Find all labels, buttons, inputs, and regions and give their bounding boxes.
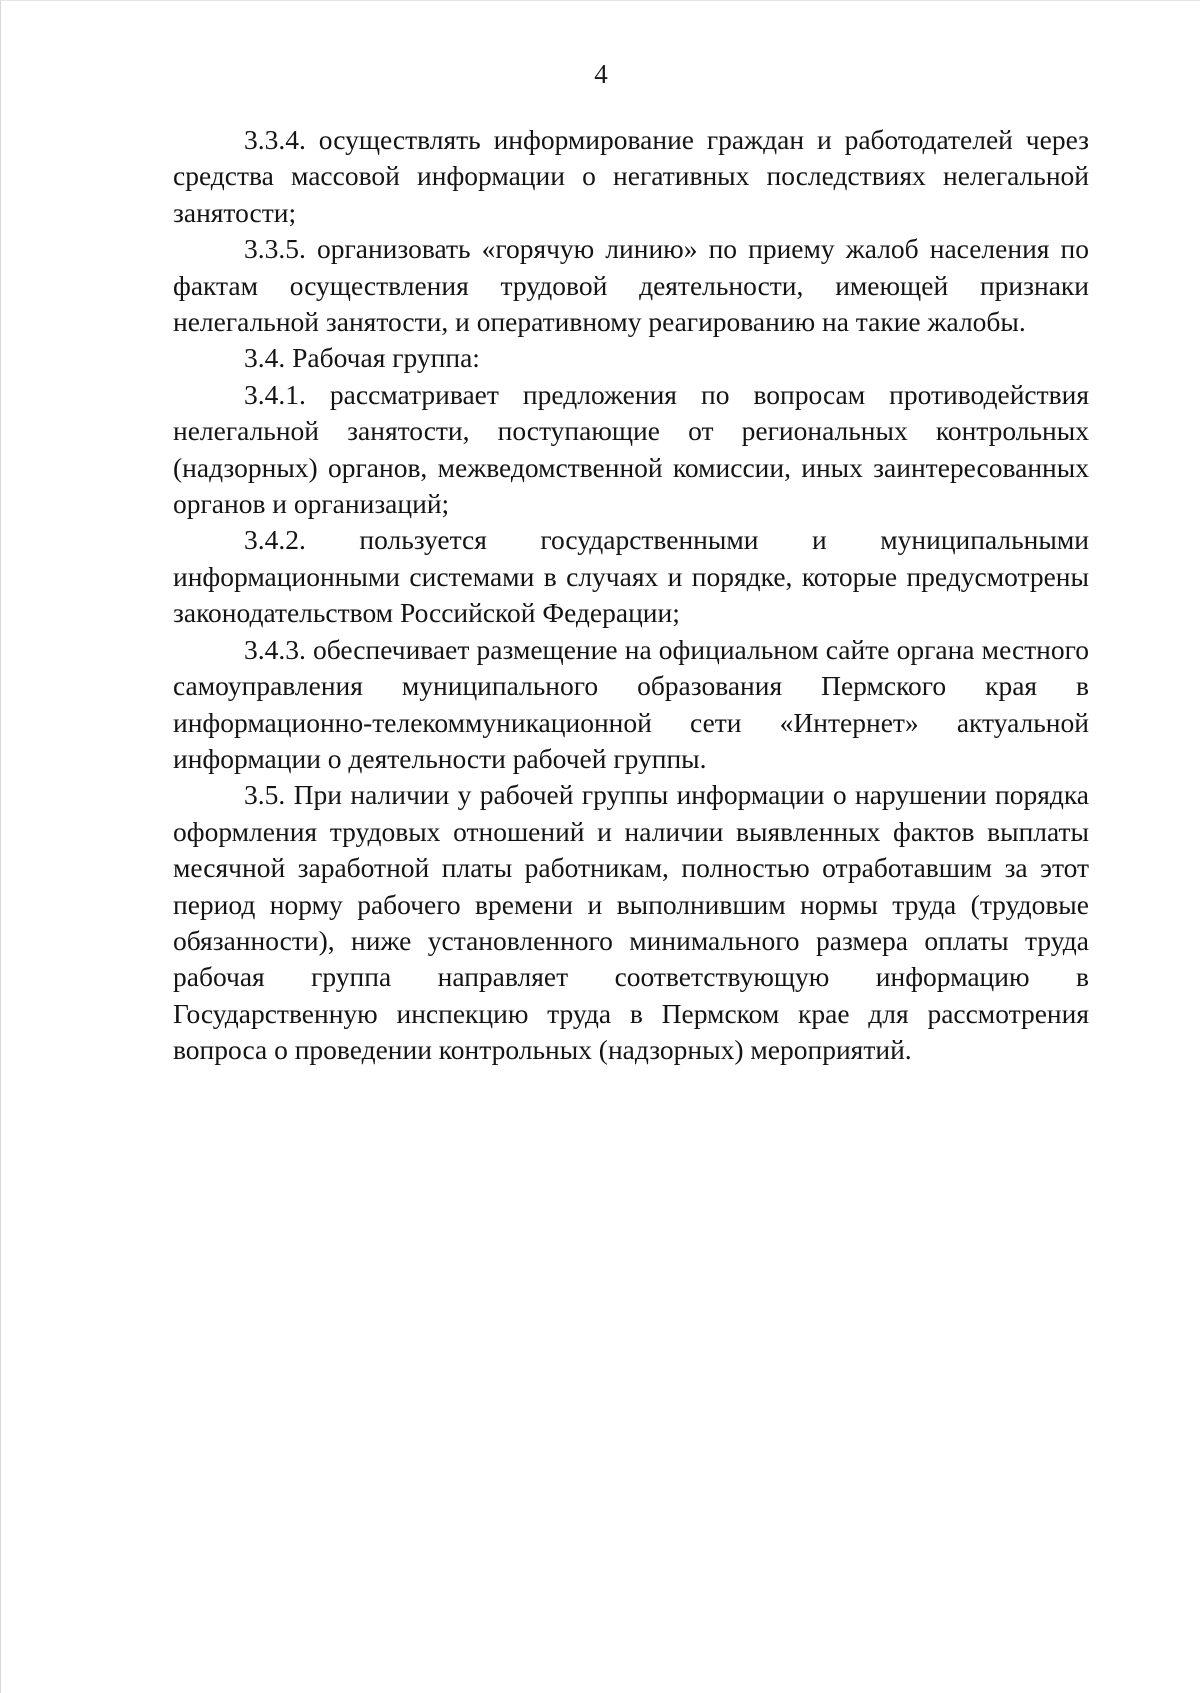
paragraph-3-3-5: 3.3.5. организовать «горячую линию» по приему жалоб населения по фактам осуществления трудовой деятельности, имеющей признаки нелегальной занятости, и оперативному реагированию на такие жалобы. [173, 233, 1089, 338]
paragraph-3-3-4: 3.3.4. осуществлять информирование граждан и работодателей через средства массовой информации о негативных последствиях нелегальной занятости; [173, 124, 1089, 228]
paragraph-3-4-3: 3.4.3. обеспечивает размещение на официальном сайте органа местного самоуправления муниципального образования Пермского края в информационно-телекоммуникационной сети «Интернет» актуальной информации о деятельности рабочей группы. [173, 633, 1089, 774]
paragraph-3-4: 3.4. Рабочая группа: [244, 342, 480, 374]
page-number: 4 [594, 59, 608, 89]
paragraph-3-4-2: 3.4.2. пользуется государственными и муниципальными информационными системами в случаях и порядке, которые предусмотрены законодательством Российской Федерации; [173, 524, 1089, 629]
document-body [173, 122, 1089, 1069]
paragraph-3-4-1: 3.4.1. рассматривает предложения по вопросам противодействия нелегальной занятости, поступающие от региональных контрольных (надзорных) органов, межведомственной комиссии, иных заинтересованных органов и организаций; [173, 378, 1089, 520]
paragraph-3-5: 3.5. При наличии у рабочей группы информации о нарушении порядка оформления трудовых отношений и наличии выявленных фактов выплаты месячной заработной платы работникам, полностью отработавшим за этот период норму рабочего времени и выполнившим нормы труда (трудовые обязанности), ниже установленного минимального размера оплаты труда рабочая группа направляет соответствующую информацию в Государственную инспекцию труда в Пермском крае для рассмотрения вопроса о проведении контрольных (надзорных) мероприятий. [173, 779, 1089, 1066]
